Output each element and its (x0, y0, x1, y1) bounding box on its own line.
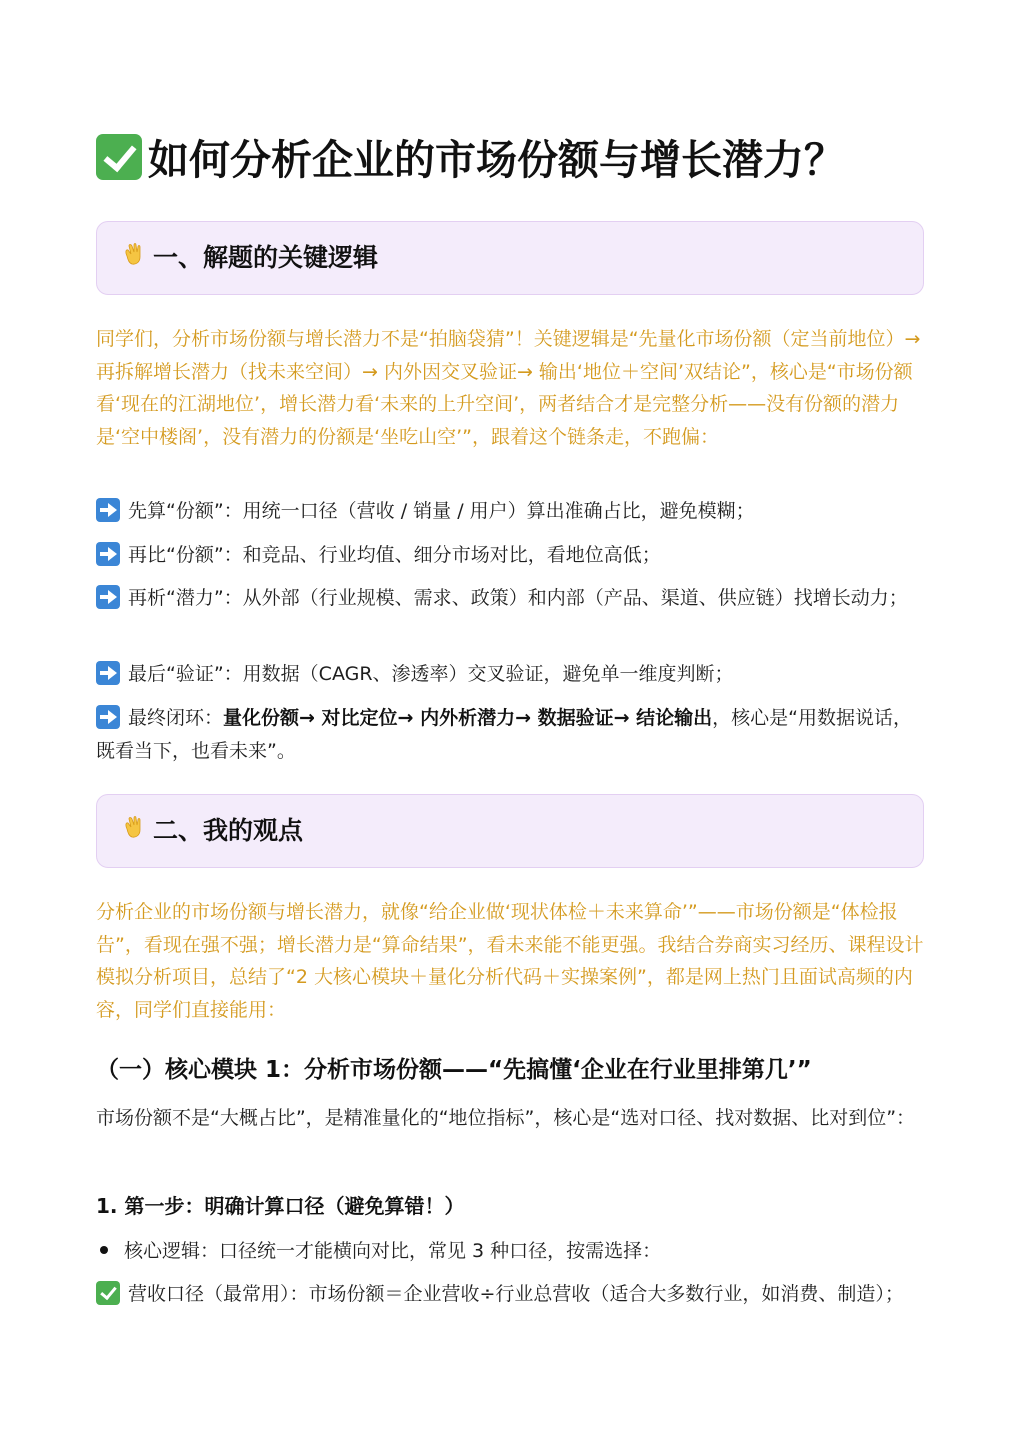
check-item: 营收口径（最常用）：市场份额＝企业营收÷行业总营收（适合大多数行业，如消费、制造）； (96, 1278, 926, 1311)
section-heading: 一、解题的关键逻辑 (153, 243, 379, 272)
page-title: 如何分析企业的市场份额与增长潜力？ (96, 132, 926, 188)
step-heading: 1. 第一步：明确计算口径（避免算错！） (96, 1194, 465, 1218)
waving-hand-icon (121, 242, 145, 266)
section-header-logic (96, 221, 924, 295)
step-item: 最后“验证”：用数据（CAGR、渗透率）交叉验证，避免单一维度判断； (96, 658, 926, 691)
section-heading: 二、我的观点 (153, 816, 304, 845)
step-item: 先算“份额”：用统一口径（营收 / 销量 / 用户）算出准确占比，避免模糊； (96, 495, 926, 528)
final-loop-item: 最终闭环：量化份额→ 对比定位→ 内外析潜力→ 数据验证→ 结论输出，核心是“用数据说话，既看当下，也看未来”。 (96, 707, 913, 762)
check-mark-icon (96, 134, 142, 180)
intro-paragraph: 同学们，分析市场份额与增长潜力不是“拍脑袋猜”！关键逻辑是“先量化市场份额（定当前地位）→ 再拆解增长潜力（找未来空间）→ 内外因交叉验证→ 输出‘地位＋空间’双结论”，核心是“市场份额看‘现在的江湖地位’，增长潜力看‘未来的上升空间’，两者结合才是完整分析——没有份额的潜力是‘空中楼阁’，没有潜力的份额是‘坐吃山空’”，跟着这个链条走，不跑偏： (96, 328, 921, 448)
module-heading: （一）核心模块 1：分析市场份额——“先搞懂‘企业在行业里排第几’” (96, 1057, 812, 1083)
right-arrow-icon (96, 585, 120, 609)
right-arrow-icon (96, 498, 120, 522)
bullet-icon (100, 1246, 108, 1254)
right-arrow-icon (96, 542, 120, 566)
module-description: 市场份额不是“大概占比”，是精准量化的“地位指标”，核心是“选对口径、找对数据、比对到位”： (96, 1107, 916, 1129)
waving-hand-icon (121, 815, 145, 839)
section-header-viewpoint (96, 794, 924, 868)
step-item: 再析“潜力”：从外部（行业规模、需求、政策）和内部（产品、渠道、供应链）找增长动力； (96, 582, 926, 615)
bullet-item: 核心逻辑：口径统一才能横向对比，常见 3 种口径，按需选择： (96, 1235, 926, 1268)
right-arrow-icon (96, 705, 120, 729)
check-mark-icon (96, 1281, 120, 1305)
viewpoint-paragraph: 分析企业的市场份额与增长潜力，就像“给企业做‘现状体检＋未来算命’”——市场份额是“体检报告”，看现在强不强；增长潜力是“算命结果”，看未来能不能更强。我结合券商实习经历、课程设计模拟分析项目，总结了“2 大核心模块＋量化分析代码＋实操案例”，都是网上热门且面试高频的内容，同学们直接能用： (96, 901, 924, 1021)
right-arrow-icon (96, 661, 120, 685)
step-item: 再比“份额”：和竞品、行业均值、细分市场对比，看地位高低； (96, 539, 926, 572)
